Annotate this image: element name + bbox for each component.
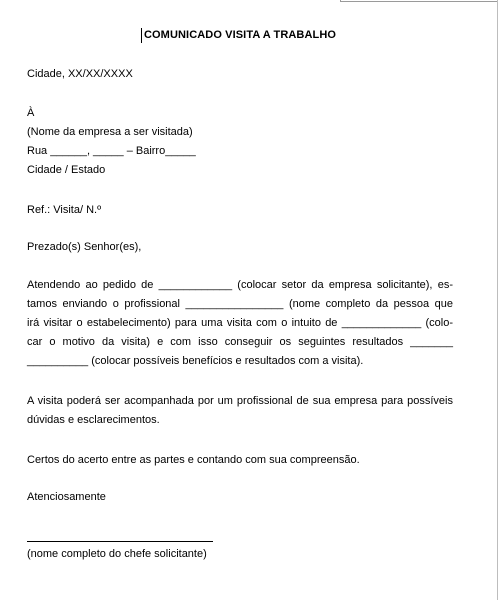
signature-line: [27, 541, 213, 542]
window-edge-top-right: [340, 0, 498, 2]
paragraph-accompaniment: [27, 392, 453, 430]
recipient-prefix: À: [27, 107, 35, 119]
signature-caption: (nome completo do chefe solicitante): [27, 548, 207, 560]
paragraph-agreement: Certos do acerto entre as partes e contando com sua compreensão.: [27, 454, 360, 466]
paragraph-request: [27, 276, 453, 371]
city-date: Cidade, XX/XX/XXXX: [27, 68, 133, 80]
closing: Atenciosamente: [27, 491, 106, 503]
document-title: COMUNICADO VISITA A TRABALHO: [143, 29, 337, 41]
paragraph-line: dúvidas e esclarecimentos.: [27, 414, 160, 426]
paragraph-line: A visita poderá ser acompanhada por um profissional de sua empresa para possíveis: [27, 395, 453, 407]
paragraph-line: car o motivo da visita) e com isso conseguir os seguintes resultados _______: [27, 336, 453, 348]
company-name: (Nome da empresa a ser visitada): [27, 126, 193, 138]
reference-line: Ref.: Visita/ N.º: [27, 204, 102, 216]
paragraph-line: tamos enviando o profissional ________________ (nome completo da pessoa que: [27, 298, 453, 310]
paragraph-line: __________ (colocar possíveis benefícios e resultados com a visita).: [27, 355, 364, 367]
page-right-border: [497, 0, 498, 600]
address-line: Rua ______, _____ – Bairro_____: [27, 145, 196, 157]
paragraph-line: Atendendo ao pedido de ____________ (colocar setor da empresa solicitante), es-: [27, 279, 453, 291]
paragraph-line: irá visitar o estabelecimento) para uma visita com o intuito de _____________ (colo-: [27, 317, 453, 329]
salutation: Prezado(s) Senhor(es),: [27, 241, 142, 253]
city-state: Cidade / Estado: [27, 164, 106, 176]
